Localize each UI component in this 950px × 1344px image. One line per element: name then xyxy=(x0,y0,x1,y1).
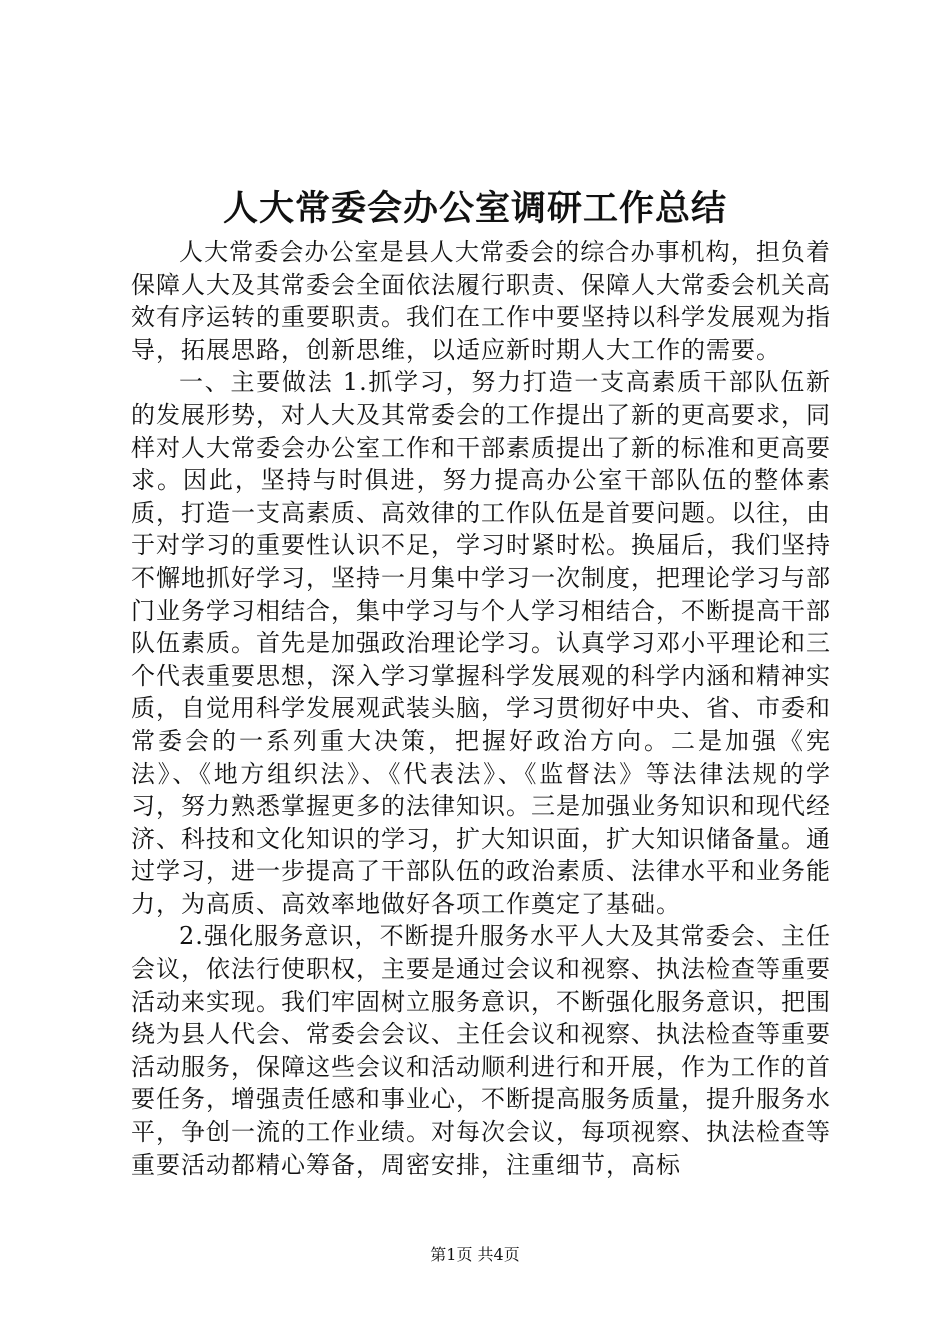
paragraph-intro: 人大常委会办公室是县人大常委会的综合办事机构，担负着保障人大及其常委会全面依法履行职责、保障人大常委会机关高效有序运转的重要职责。我们在工作中要坚持以科学发展观为指导，拓展思路，创新思维，以适应新时期人大工作的需要。 xyxy=(131,238,831,364)
paragraph-service-awareness: 2.强化服务意识，不断提升服务水平人大及其常委会、主任会议，依法行使职权，主要是通过会议和视察、执法检查等重要活动来实现。我们牢固树立服务意识，不断强化服务意识，把围绕为县人代会、常委会会议、主任会议和视察、执法检查等重要活动服务，保障这些会议和活动顺利进行和开展，作为工作的首要任务，增强责任感和事业心，不断提高服务质量，提升服务水平，争创一流的工作业绩。对每次会议，每项视察、执法检查等重要活动都精心筹备，周密安排，注重细节，高标 xyxy=(131,922,831,1179)
page-number-footer: 第1页 共4页 xyxy=(430,1245,520,1264)
paragraph-main-practice-study: 一、主要做法 1.抓学习，努力打造一支高素质干部队伍新的发展形势，对人大及其常委会的工作提出了新的更高要求，同样对人大常委会办公室工作和干部素质提出了新的标准和更高要求。因此，坚持与时俱进，努力提高办公室干部队伍的整体素质，打造一支高素质、高效律的工作队伍是首要问题。以往，由于对学习的重要性认识不足，学习时紧时松。换届后，我们坚持不懈地抓好学习，坚持一月集中学习一次制度，把理论学习与部门业务学习相结合，集中学习与个人学习相结合，不断提高干部队伍素质。首先是加强政治理论学习。认真学习邓小平理论和三个代表重要思想，深入学习掌握科学发展观的科学内涵和精神实质，自觉用科学发展观武装头脑，学习贯彻好中央、省、市委和常委会的一系列重大决策，把握好政治方向。二是加强《宪法》、《地方组织法》、《代表法》、《监督法》等法律法规的学习，努力熟悉掌握更多的法律知识。三是加强业务知识和现代经济、科技和文化知识的学习，扩大知识面，扩大知识储备量。通过学习，进一步提高了干部队伍的政治素质、法律水平和业务能力，为高质、高效率地做好各项工作奠定了基础。 xyxy=(131,368,831,918)
document-body xyxy=(131,236,831,1181)
document-title: 人大常委会办公室调研工作总结 xyxy=(222,188,727,229)
